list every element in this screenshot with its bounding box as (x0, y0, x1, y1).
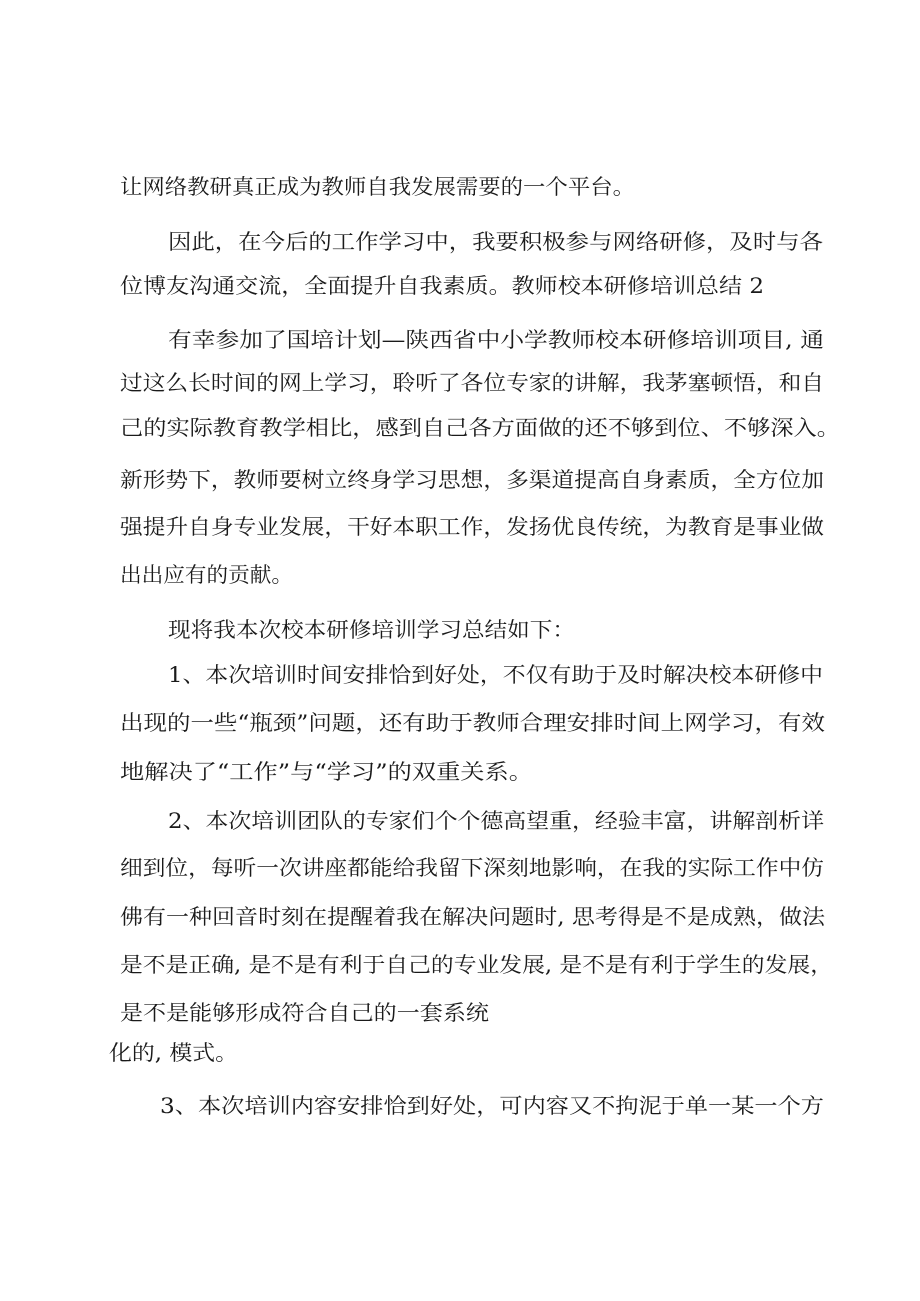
line-text: 是不是能够形成符合自己的一套系统 (120, 1001, 489, 1025)
text-line (0, 1086, 920, 1126)
text-line (0, 460, 920, 500)
line-text: 1、本次培训时间安排恰到好处，不仅有助于及时解决校本研修中 (168, 663, 823, 687)
line-text: 有幸参加了国培计划—陕西省中小学教师校本研修培训项目, 通 (168, 328, 824, 352)
text-line (0, 363, 920, 403)
line-text: 强提升自身专业发展，干好本职工作，发扬优良传统，为教育是事业做 (120, 515, 825, 539)
text-line (0, 993, 920, 1033)
line-text: 现将我本次校本研修培训学习总结如下： (168, 618, 575, 642)
text-line (0, 408, 920, 448)
text-line (0, 222, 920, 262)
line-text: 化的, 模式。 (109, 1041, 238, 1065)
line-text: 让网络教研真正成为教师自我发展需要的一个平台。 (120, 175, 635, 199)
line-text: 位博友沟通交流，全面提升自我素质。教师校本研修培训总结 2 (120, 274, 764, 298)
line-text: 2、本次培训团队的专家们个个德高望重，经验丰富，讲解剖析详 (168, 809, 824, 833)
line-text: 地解决了“工作”与“学习”的双重关系。 (120, 760, 533, 784)
line-text: 出出应有的贡献。 (120, 563, 293, 587)
text-line (0, 610, 920, 650)
text-line (0, 266, 920, 306)
text-line (0, 703, 920, 743)
text-line (0, 507, 920, 547)
text-line (0, 320, 920, 360)
line-text: 是不是正确, 是不是有利于自己的专业发展, 是不是有利于学生的发展， (120, 953, 833, 977)
line-text: 因此，在今后的工作学习中，我要积极参与网络研修，及时与各 (168, 230, 823, 254)
line-text: 出现的一些“瓶颈”问题，还有助于教师合理安排时间上网学习，有效 (120, 711, 825, 735)
text-line (0, 752, 920, 792)
text-line (0, 1033, 920, 1073)
line-text: 过这么长时间的网上学习，聆听了各位专家的讲解，我茅塞顿悟，和自 (120, 371, 825, 395)
line-text: 新形势下，教师要树立终身学习思想，多渠道提高自身素质，全方位加 (120, 468, 825, 492)
text-line (0, 801, 920, 841)
text-line (0, 555, 920, 595)
line-text: 己的实际教育教学相比，感到自己各方面做的还不够到位、不够深入。 (120, 416, 840, 440)
line-text: 细到位，每听一次讲座都能给我留下深刻地影响，在我的实际工作中仿 (120, 856, 825, 880)
text-line (0, 848, 920, 888)
text-line (0, 945, 920, 985)
text-line (0, 897, 920, 937)
line-text: 佛有一种回音时刻在提醒着我在解决问题时, 思考得是不是成熟，做法 (120, 905, 825, 929)
text-line (0, 655, 920, 695)
text-line (0, 167, 920, 207)
line-text: 3、本次培训内容安排恰到好处，可内容又不拘泥于单一某一个方 (160, 1094, 824, 1118)
